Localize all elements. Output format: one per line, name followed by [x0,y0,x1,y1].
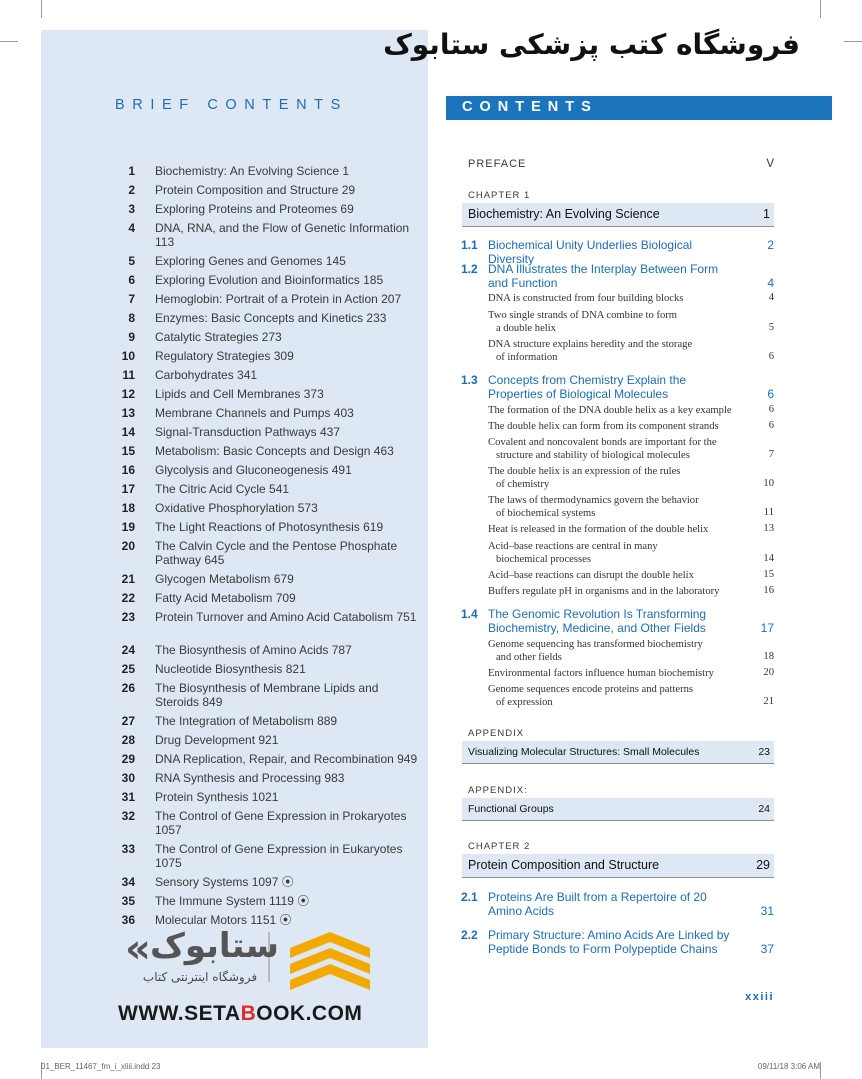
chapter-number: 27 [121,714,135,728]
section-page: 4 [767,276,774,290]
chapter-entry-text: Sensory Systems 1097 ⦿ [155,875,294,889]
subsection-entry[interactable]: Buffers regulate pH in organisms and in the laboratory [488,586,720,597]
page-number: xxiii [745,991,774,1003]
chapter-entry-text: The Control of Gene Expression in Prokaryotes 1057 [155,809,407,837]
appendix-caption: APPENDIX [468,728,525,739]
chapter-title: Protein Composition and Structure [468,858,660,872]
section-page: 17 [760,621,774,635]
section-title[interactable]: DNA Illustrates the Interplay Between Form and Function [488,262,719,290]
chapter-entry-text: Regulatory Strategies 309 [155,349,294,363]
section-title[interactable]: The Genomic Revolution Is Transforming Biochemistry, Medicine, and Other Fields [488,607,707,635]
chapter-entry-text: Glycolysis and Gluconeogenesis 491 [155,463,352,477]
chapter-entry-text: Protein Synthesis 1021 [155,790,279,804]
store-name: فروشگاه کتب پزشکی ستابوک [383,28,800,61]
chapter-entry-text: Molecular Motors 1151 ⦿ [155,913,292,927]
chapter-title: Biochemistry: An Evolving Science [468,207,660,221]
preface-label: PREFACE [468,158,527,170]
subsection-page: 14 [763,553,774,564]
crop-mark [820,0,821,18]
chapter-number: 19 [121,520,135,534]
chapter-number: 20 [121,539,135,553]
appendix-title: Functional Groups [468,803,554,815]
chapter-entry-text: RNA Synthesis and Processing 983 [155,771,345,785]
subsection-entry[interactable]: Environmental factors influence human biochemistry [488,668,714,679]
chapter-entry-text: Biochemistry: An Evolving Science 1 [155,164,350,178]
chapter-number: 8 [128,311,135,325]
subsection-page: 6 [768,351,774,362]
chapter-entry-text: The Integration of Metabolism 889 [155,714,338,728]
section-title[interactable]: Proteins Are Built from a Repertoire of 20 Amino Acids [488,890,707,918]
url-part: WWW.SETA [118,1002,241,1025]
chapter-number: 4 [128,221,135,235]
chapter-entry-text: Nucleotide Biosynthesis 821 [155,662,306,676]
chapter-entry-text: The Control of Gene Expression in Eukaryotes 1075 [155,842,403,870]
section-title[interactable]: Concepts from Chemistry Explain the Properties of Biological Molecules [488,373,687,401]
chapter-number: 28 [121,733,135,747]
subsection-entry[interactable]: Covalent and noncovalent bonds are important for the structure and stability of biological molecules [488,437,717,461]
contents-title: CONTENTS [462,99,598,115]
chapter-entry-text: Glycogen Metabolism 679 [155,572,294,586]
section-number: 2.1 [461,890,478,904]
chapter-entry-text: Catalytic Strategies 273 [155,330,282,344]
subsection-entry[interactable]: The double helix can form from its component strands [488,421,719,432]
watermark-url[interactable] [118,1002,362,1026]
appendix-title: Visualizing Molecular Structures: Small Molecules [468,746,700,758]
chapter-entry-text: Fatty Acid Metabolism 709 [155,591,296,605]
chapter-entry-text: Signal-Transduction Pathways 437 [155,425,340,439]
section-page: 6 [767,387,774,401]
chapter-number: 11 [122,368,135,382]
chapter-entry-text: The Calvin Cycle and the Pentose Phosphate Pathway 645 [155,539,398,567]
logo-text: ستابوک [150,926,279,966]
url-part: OOK.COM [256,1002,363,1025]
chapter-number: 22 [121,591,135,605]
chapter-number: 14 [121,425,135,439]
subsection-page: 21 [763,696,774,707]
chapter-entry-text: The Citric Acid Cycle 541 [155,482,290,496]
preface-page: V [766,158,774,170]
chapter-number: 9 [128,330,135,344]
subsection-page: 16 [763,585,774,596]
chapter-number: 34 [121,875,135,889]
subsection-page: 13 [763,523,774,534]
chapter-caption: CHAPTER 1 [468,190,531,201]
appendix-title-box[interactable] [462,798,774,821]
chapter-number: 5 [128,254,135,268]
appendix-page: 23 [758,746,770,758]
subsection-entry[interactable]: The formation of the DNA double helix as a key example [488,405,732,416]
appendix-caption: APPENDIX: [468,785,528,796]
contents-title-bar [446,96,832,120]
subsection-page: 7 [768,449,774,460]
chapter-number: 23 [121,610,135,624]
subsection-entry[interactable]: Acid–base reactions are central in many biochemical processes [488,541,658,565]
chapter-entry-text: Hemoglobin: Portrait of a Protein in Action 207 [155,292,402,306]
chapter-number: 3 [128,202,135,216]
chapter-number: 1 [128,164,135,178]
chapter-entry-text: The Light Reactions of Photosynthesis 619 [155,520,384,534]
subsection-page: 15 [763,569,774,580]
chapter-entry-text: Lipids and Cell Membranes 373 [155,387,324,401]
chapter-entry-text: Oxidative Phosphorylation 573 [155,501,318,515]
section-number: 1.2 [461,262,478,276]
chapter-caption: CHAPTER 2 [468,841,531,852]
chapter-entry-text: The Biosynthesis of Amino Acids 787 [155,643,352,657]
chapter-number: 7 [128,292,135,306]
subsection-page: 11 [763,507,774,518]
subsection-entry[interactable]: Acid–base reactions can disrupt the double helix [488,570,694,581]
crop-mark [820,1062,821,1079]
slug-file: 01_BER_11467_fm_i_xliii.indd 23 [41,1062,161,1071]
chapter-entry-text: Drug Development 921 [155,733,279,747]
chapter-title-box[interactable] [462,203,774,227]
crop-mark [844,41,862,42]
chapter-number: 18 [121,501,135,515]
subsection-entry[interactable]: The double helix is an expression of the rules of chemistry [488,466,681,490]
chapter-entry-text: Exploring Proteins and Proteomes 69 [155,202,354,216]
chapter-number: 35 [121,894,135,908]
chapter-number: 24 [121,643,135,657]
chapter-number: 33 [121,842,135,856]
subsection-entry[interactable]: Heat is released in the formation of the double helix [488,524,709,535]
chapter-entry-text: Membrane Channels and Pumps 403 [155,406,354,420]
chapter-number: 21 [121,572,135,586]
chapter-number: 13 [121,406,135,420]
chapter-number: 10 [121,349,135,363]
chapter-number: 15 [121,444,135,458]
chapter-number: 16 [121,463,135,477]
logo-text-icon: « [125,926,151,972]
brief-contents-title: BRIEF CONTENTS [115,97,348,113]
section-number: 1.4 [461,607,478,621]
section-page: 2 [767,238,774,252]
chapter-number: 12 [121,387,135,401]
chapter-number: 25 [121,662,135,676]
chapter-entry-text: Exploring Evolution and Bioinformatics 185 [155,273,384,287]
section-title[interactable]: Biochemical Unity Underlies Biological Diversity [488,238,693,266]
appendix-title-box[interactable] [462,741,774,764]
chapter-entry-text: DNA Replication, Repair, and Recombination 949 [155,752,418,766]
subsection-entry[interactable]: Genome sequencing has transformed biochemistry and other fields [488,639,703,663]
chapter-entry-text: The Biosynthesis of Membrane Lipids and Steroids 849 [155,681,379,709]
section-title[interactable]: Primary Structure: Amino Acids Are Linked by Peptide Bonds to Form Polypeptide Chains [488,928,730,956]
chapter-number: 30 [121,771,135,785]
chapter-title-box[interactable] [462,854,774,878]
chapter-entry-text: Metabolism: Basic Concepts and Design 463 [155,444,394,458]
subsection-page: 10 [763,478,774,489]
subsection-entry[interactable]: DNA is constructed from four building blocks [488,293,684,304]
section-number: 1.3 [461,373,478,387]
url-part-red: B [240,1002,257,1025]
chapter-number: 6 [128,273,135,287]
subsection-entry[interactable]: The laws of thermodynamics govern the behavior of biochemical systems [488,495,699,519]
watermark-tagline: فروشگاه اینترنتی کتاب [142,970,258,984]
chapter-page: 29 [756,858,770,872]
subsection-page: 6 [768,420,774,431]
chapter-entry-text: DNA, RNA, and the Flow of Genetic Information 113 [155,221,410,249]
chapter-entry-text: Protein Turnover and Amino Acid Catabolism 751 [155,610,417,624]
appendix-page: 24 [758,803,770,815]
subsection-page: 18 [763,651,774,662]
section-number: 1.1 [461,238,478,252]
chapter-number: 31 [121,790,135,804]
subsection-page: 20 [763,667,774,678]
subsection-page: 6 [768,404,774,415]
chapter-number: 2 [128,183,135,197]
chapter-number: 26 [121,681,135,695]
chapter-page: 1 [763,207,770,221]
subsection-page: 5 [768,322,774,333]
chapter-entry-text: Exploring Genes and Genomes 145 [155,254,346,268]
subsection-entry[interactable]: DNA structure explains heredity and the storage of information [488,339,693,363]
section-number: 2.2 [461,928,478,942]
chapter-number: 32 [121,809,135,823]
chapter-entry-text: Protein Composition and Structure 29 [155,183,356,197]
chapter-entry-text: The Immune System 1119 ⦿ [155,894,310,908]
section-page: 31 [760,904,774,918]
chapter-number: 36 [121,913,135,927]
chapter-number: 17 [121,482,135,496]
slug-date: 09/11/18 3:06 AM [757,1062,820,1071]
crop-mark [0,41,18,42]
subsection-entry[interactable]: Two single strands of DNA combine to form a double helix [488,310,678,334]
subsection-page: 4 [768,292,774,303]
subsection-entry[interactable]: Genome sequences encode proteins and patterns of expression [488,684,694,708]
crop-mark [41,0,42,18]
chapter-entry-text: Carbohydrates 341 [155,368,258,382]
chapter-number: 29 [121,752,135,766]
section-page: 37 [760,942,774,956]
chapter-entry-text: Enzymes: Basic Concepts and Kinetics 233 [155,311,387,325]
